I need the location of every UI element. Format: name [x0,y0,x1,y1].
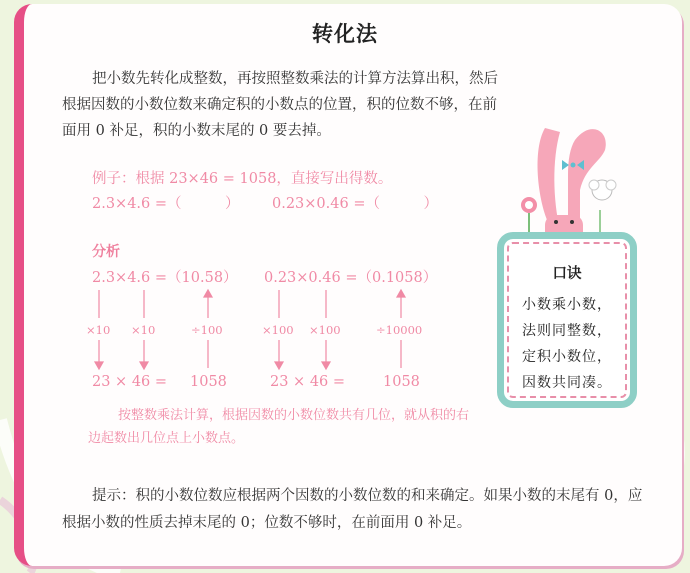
mnemonic-line-3: 定积小数位， [522,349,612,365]
intro-paragraph: 把小数先转化成整数，再按照整数乘法的计算方法算出积，然后根据因数的小数位数来确定积的小数点的位置，积的位数不够，在前面用 0 补足，积的小数末尾的 0 要去掉。 [62,71,498,139]
mnemonic-line-2: 法则同整数， [522,323,612,339]
page-title: 转化法 [312,22,378,46]
analysis-label: 分析 [92,244,120,260]
mnemonic-line-4: 因数共同凑。 [522,375,612,391]
op-times-10-a: ×10 [86,323,111,337]
example-question-1: 2.3×4.6 =（ ） [92,196,240,212]
mnemonic-title: 口诀 [552,266,582,282]
op-times-100-b: ×100 [309,323,341,337]
example-prompt: 例子：根据 23×46 = 1058，直接写出得数。 [92,171,393,187]
analysis-equation-1: 2.3×4.6 =（10.58） [92,270,238,286]
mnemonic-line-1: 小数乘小数， [522,297,612,313]
integer-result-2: 1058 [383,374,420,390]
analysis-equation-2: 0.23×0.46 =（0.1058） [264,270,438,286]
op-divide-100: ÷100 [191,323,223,337]
analysis-note: 按整数乘法计算，根据因数的小数位数共有几位，就从积的右边起数出几位点上小数点。 [88,408,470,446]
op-times-100-a: ×100 [262,323,294,337]
tip-paragraph: 提示：积的小数位数应根据两个因数的小数位数的和来确定。如果小数的末尾有 0，应根据小数的性质去掉末尾的 0；位数不够时，在前面用 0 补足。 [62,488,643,531]
integer-equation-2: 23 × 46 = [270,374,346,390]
example-question-2: 0.23×0.46 =（ ） [272,196,438,212]
op-times-10-b: ×10 [131,323,156,337]
integer-result-1: 1058 [190,374,227,390]
integer-equation-1: 23 × 46 = [92,374,168,390]
op-divide-10000: ÷10000 [376,323,423,337]
